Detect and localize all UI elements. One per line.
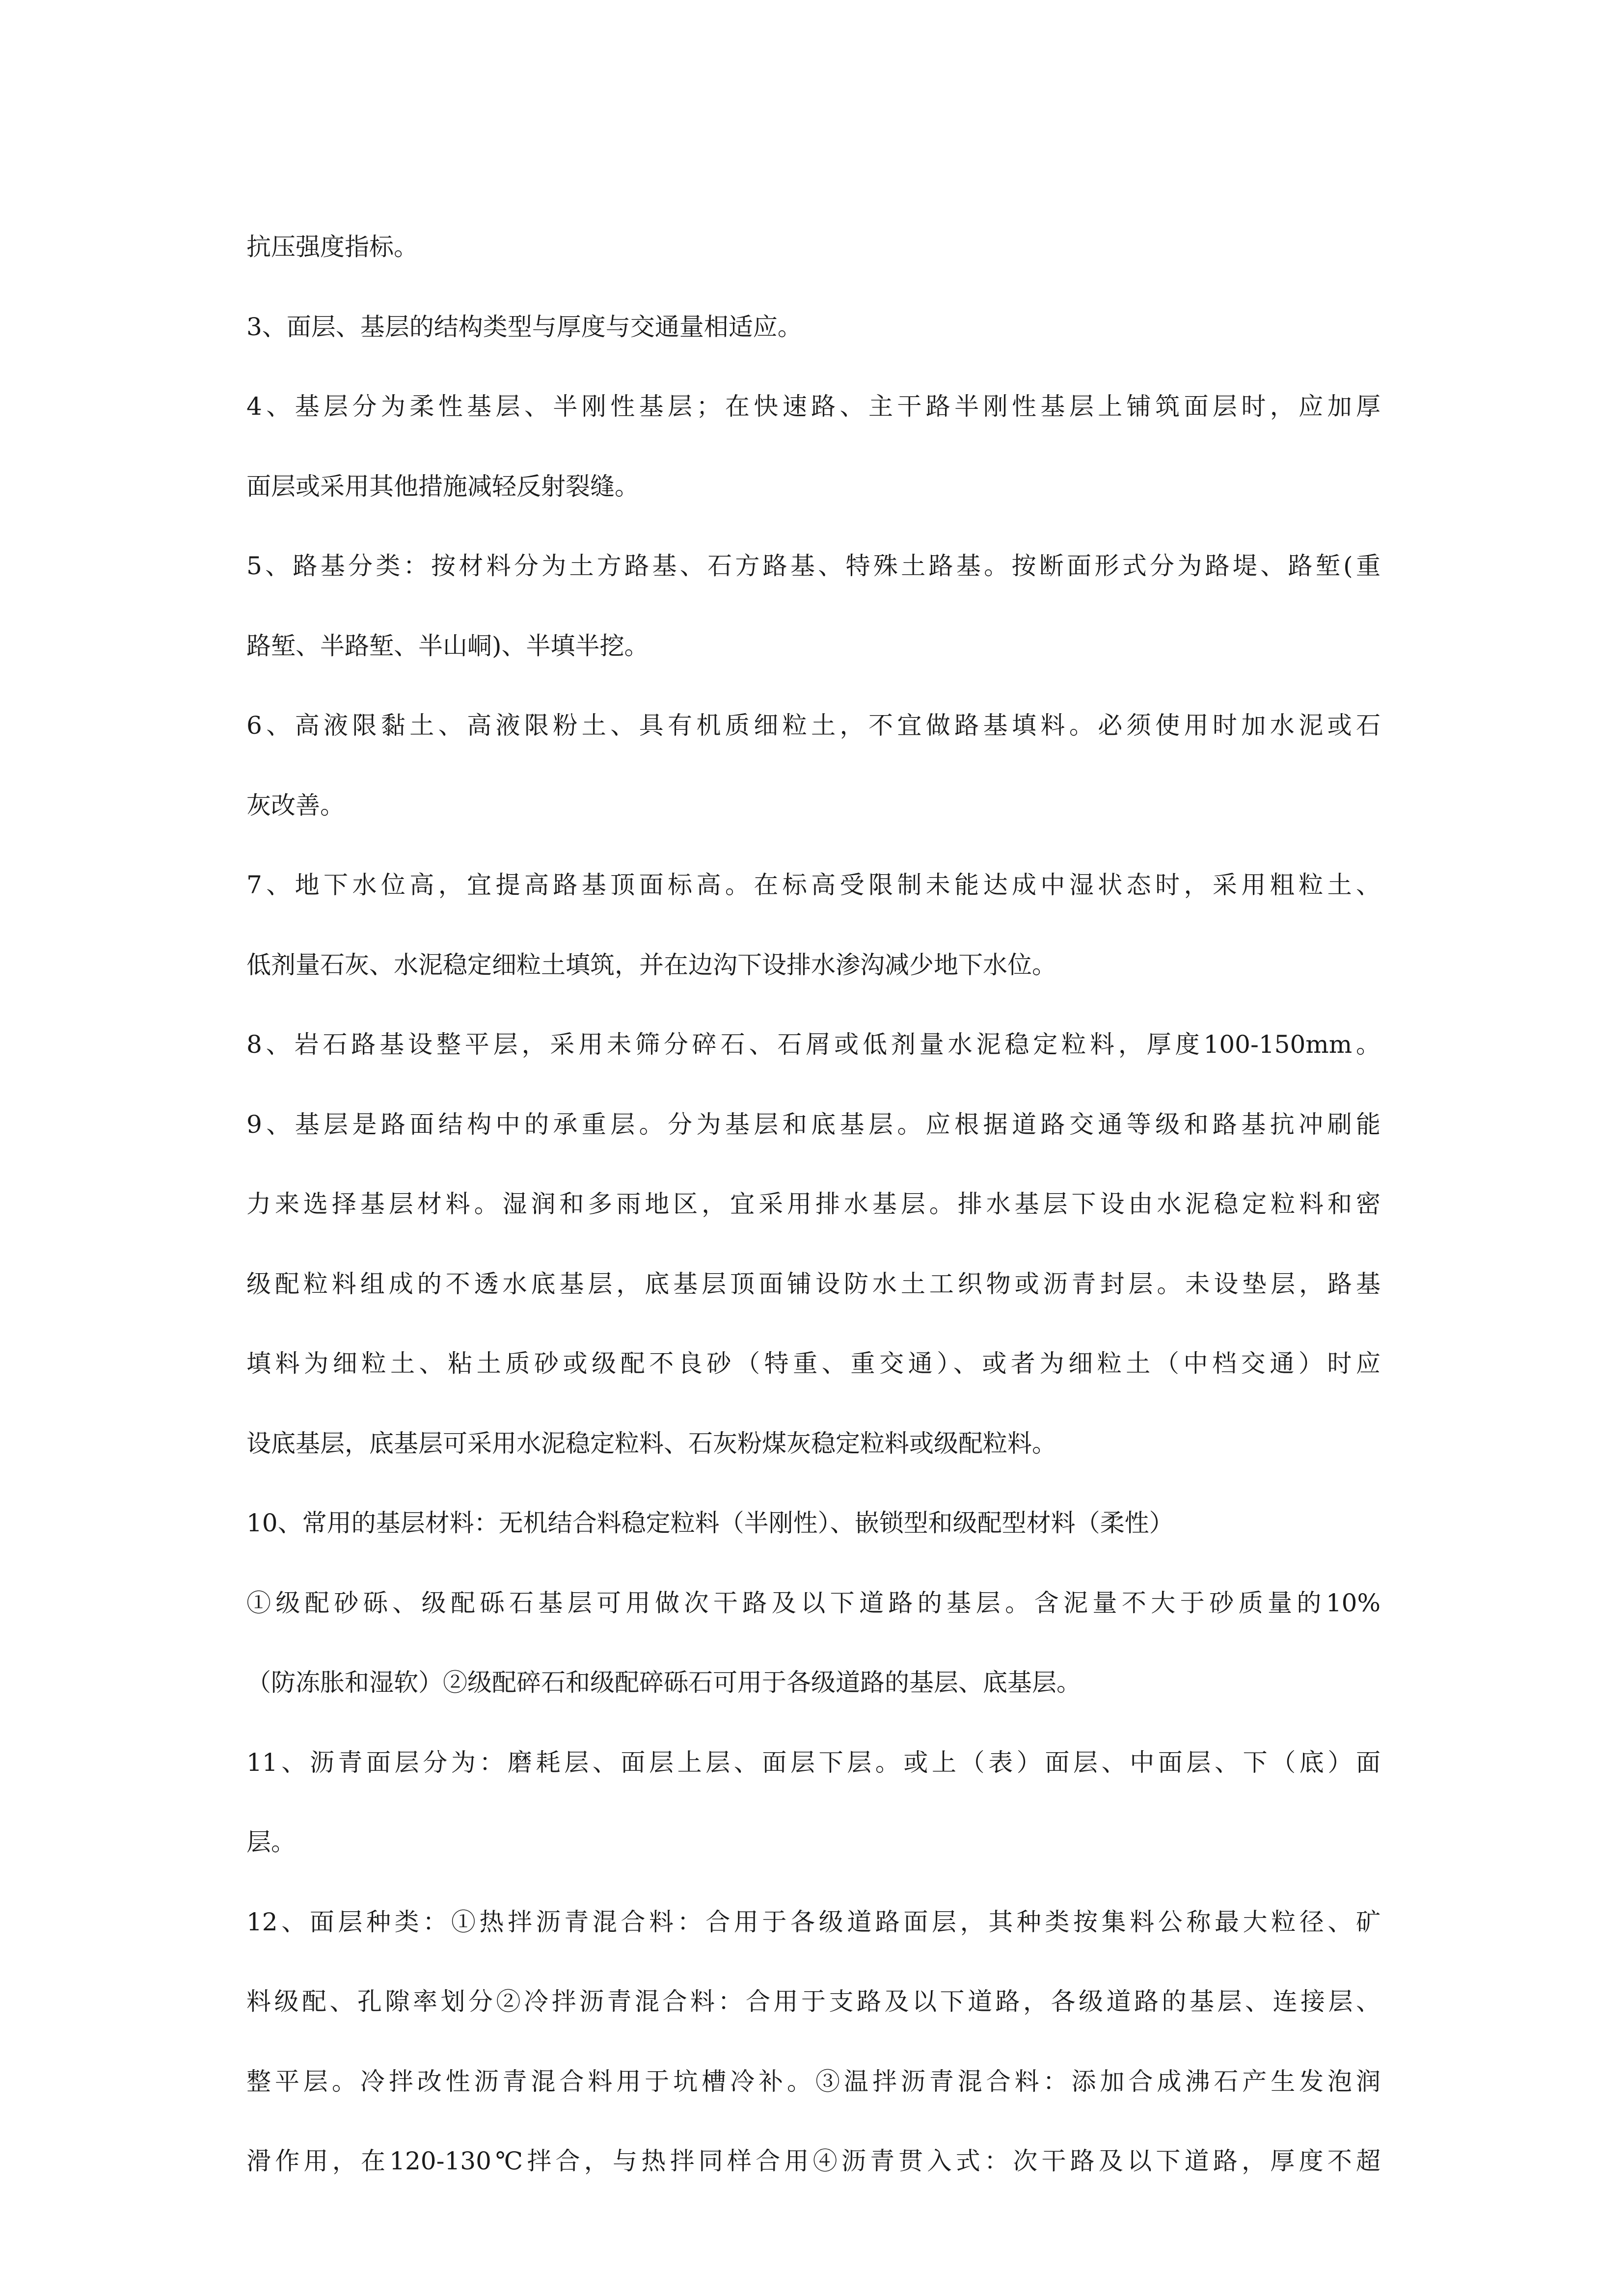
text-line: 整平层。冷拌改性沥青混合料用于坑槽冷补。③温拌沥青混合料：添加合成沸石产生发泡润 (246, 2067, 1380, 2096)
text-line: 料级配、孔隙率划分②冷拌沥青混合料：合用于支路及以下道路，各级道路的基层、连接层、 (246, 1987, 1380, 2016)
text-line: 级配粒料组成的不透水底基层，底基层顶面铺设防水土工织物或沥青封层。未设垫层，路基 (246, 1269, 1380, 1298)
text-line: ①级配砂砾、级配砾石基层可用做次干路及以下道路的基层。含泥量不大于砂质量的10% (246, 1588, 1380, 1617)
text-line: 低剂量石灰、水泥稳定细粒土填筑，并在边沟下设排水渗沟减少地下水位。 (246, 950, 1056, 979)
text-line: 9、基层是路面结构中的承重层。分为基层和底基层。应根据道路交通等级和路基抗冲刷能 (246, 1110, 1380, 1139)
text-line: （防冻胀和湿软）②级配碎石和级配碎砾石可用于各级道路的基层、底基层。 (246, 1668, 1081, 1697)
text-line: 10、常用的基层材料：无机结合料稳定粒料（半刚性）、嵌锁型和级配型材料（柔性） (246, 1509, 1174, 1537)
text-line: 灰改善。 (246, 791, 345, 820)
text-line: 5、路基分类：按材料分为土方路基、石方路基、特殊土路基。按断面形式分为路堤、路堑(重 (246, 552, 1380, 580)
text-line: 6、高液限黏土、高液限粉土、具有机质细粒土，不宜做路基填料。必须使用时加水泥或石 (246, 711, 1380, 740)
text-line: 设底基层，底基层可采用水泥稳定粒料、石灰粉煤灰稳定粒料或级配粒料。 (246, 1429, 1056, 1458)
text-line: 8、岩石路基设整平层，采用未筛分碎石、石屑或低剂量水泥稳定粒料，厚度100-150mm。 (246, 1030, 1380, 1059)
text-line: 层。 (246, 1828, 296, 1856)
text-line: 路堑、半路堑、半山峒)、半填半挖。 (246, 631, 649, 660)
text-line: 面层或采用其他措施减轻反射裂缝。 (246, 472, 639, 501)
text-line: 7、地下水位高，宜提高路基顶面标高。在标高受限制未能达成中湿状态时，采用粗粒土、 (246, 871, 1380, 899)
text-line: 力来选择基层材料。湿润和多雨地区，宜采用排水基层。排水基层下设由水泥稳定粒料和密 (246, 1190, 1380, 1218)
text-line: 11、沥青面层分为：磨耗层、面层上层、面层下层。或上（表）面层、中面层、下（底）面 (246, 1748, 1380, 1777)
text-line: 抗压强度指标。 (246, 233, 418, 261)
body-text (246, 207, 1380, 2201)
text-line: 4、基层分为柔性基层、半刚性基层；在快速路、主干路半刚性基层上铺筑面层时，应加厚 (246, 392, 1380, 421)
text-line: 滑作用，在120-130℃拌合，与热拌同样合用④沥青贯入式：次干路及以下道路，厚度不超 (246, 2147, 1380, 2175)
text-line: 填料为细粒土、粘土质砂或级配不良砂（特重、重交通）、或者为细粒土（中档交通）时应 (246, 1349, 1380, 1378)
text-line: 3、面层、基层的结构类型与厚度与交通量相适应。 (246, 312, 802, 341)
text-line: 12、面层种类：①热拌沥青混合料：合用于各级道路面层，其种类按集料公称最大粒径、矿 (246, 1907, 1380, 1936)
